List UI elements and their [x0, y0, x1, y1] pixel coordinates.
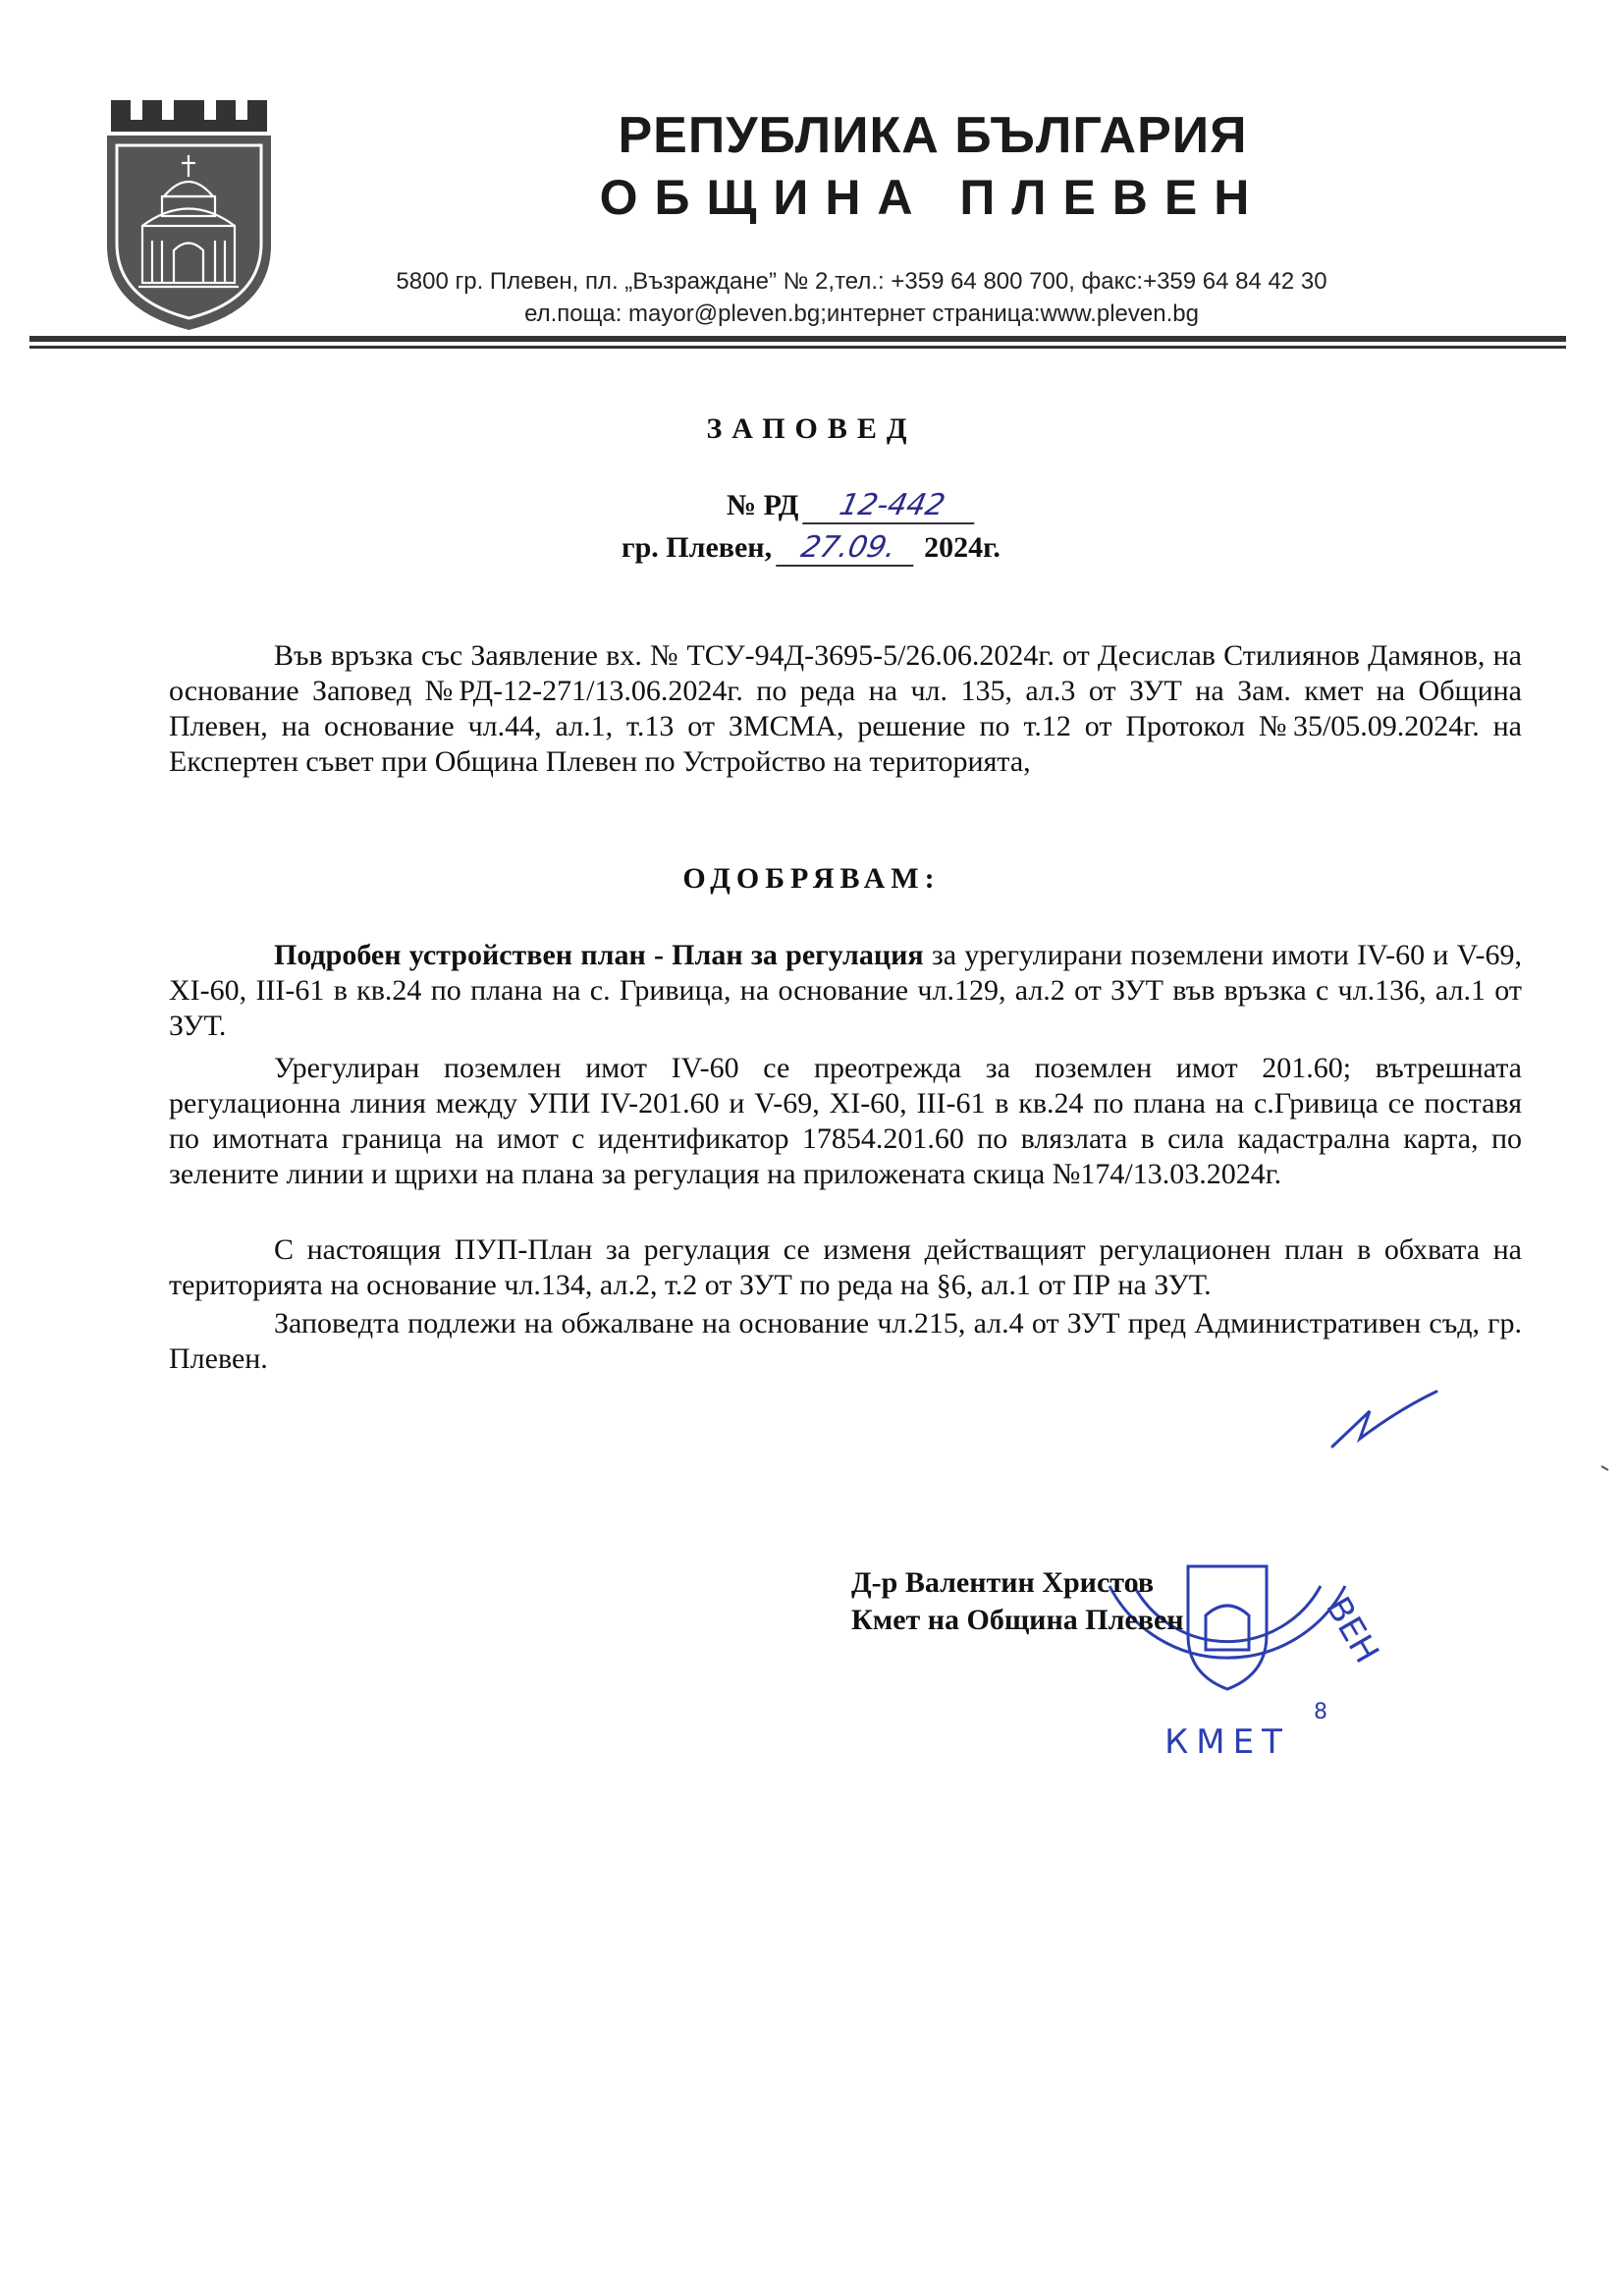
plan-name: Подробен устройствен план - План за регулация	[274, 939, 924, 971]
paragraph-property-details: Урегулиран поземлен имот IV-60 се преотрежда за поземлен имот 201.60; вътрешната регулационна линия между УПИ IV-201.60 и V-69, XI-60, III-61 в кв.24 по плана на с.Гривица се поставя по имотната граница на имот с идентификатор 17854.201.60 по влязлата в сила кадастрална карта, по зелените линии и щрихи на плана за регулация на приложената скица №174/13.03.2024г.	[169, 1052, 1522, 1190]
municipality-crest-icon	[103, 98, 275, 334]
stamp-side-text: ВЕН	[1318, 1590, 1387, 1670]
paragraph-plan-change: С настоящия ПУП-План за регулация се изменя действащият регулационен план в обхвата на територията на основание чл.134, ал.2, т.2 от ЗУТ по реда на §6, ал.1 от ПР на ЗУТ.	[169, 1233, 1522, 1301]
plan-description: за урегулирани поземлени имоти IV-60 и V-69, XI-60, III-61 в кв.24 по плана на с. Гривица, на основание чл.129, ал.2 от ЗУТ във връзка с чл.136, ал.1 от ЗУТ.	[169, 939, 1522, 1042]
scan-mark	[1600, 1465, 1610, 1475]
paragraph-basis: Във връзка със Заявление вх. № ТСУ-94Д-3695-5/26.06.2024г. от Десислав Стилиянов Дамянов, на основание Заповед №РД-12-271/13.06.2024г. по реда на чл. 135, ал.3 от ЗУТ на Зам. кмет на Община Плевен, на основание чл.44, ал.1, т.13 от ЗМСМА, решение по т.12 от Протокол №35/05.09.2024г. на Експертен съвет при Община Плевен по Устройство на територията,	[169, 639, 1522, 778]
date-suffix: 2024г.	[924, 531, 1001, 564]
order-number-handwritten: 12-442	[802, 488, 982, 524]
header-divider-thin	[29, 346, 1566, 349]
paragraph-approved-plan	[169, 938, 1522, 1044]
order-number-prefix: № РД	[727, 489, 799, 521]
stamp-digit: 8	[1314, 1700, 1327, 1724]
address-line-1: 5800 гр. Плевен, пл. „Възраждане” № 2,тел.: +359 64 800 700, факс:+359 64 84 42 30	[396, 268, 1327, 295]
order-date-line	[622, 530, 1001, 567]
paragraph-appeal: Заповедта подлежи на обжалване на основание чл.215, ал.4 от ЗУТ пред Административен съд, гр. Плевен.	[169, 1307, 1522, 1375]
date-prefix: гр. Плевен,	[622, 531, 773, 564]
address-line-2: ел.поща: mayor@pleven.bg;интернет страница:www.pleven.bg	[524, 301, 1199, 327]
country-title: РЕПУБЛИКА БЪЛГАРИЯ	[618, 107, 1248, 164]
order-title: ЗАПОВЕД	[706, 412, 917, 445]
signatory-name: Д-р Валентин Христов	[851, 1566, 1155, 1599]
approve-heading: ОДОБРЯВАМ:	[682, 862, 941, 895]
handwritten-signature	[1330, 1390, 1438, 1449]
stamp-bottom-text: КМЕТ	[1164, 1722, 1290, 1762]
date-handwritten: 27.09.	[776, 530, 921, 567]
municipality-title: ОБЩИНА ПЛЕВЕН	[599, 170, 1267, 225]
signatory-role: Кмет на Община Плевен	[851, 1604, 1184, 1636]
header-divider	[29, 336, 1566, 342]
order-number-line	[727, 488, 978, 524]
